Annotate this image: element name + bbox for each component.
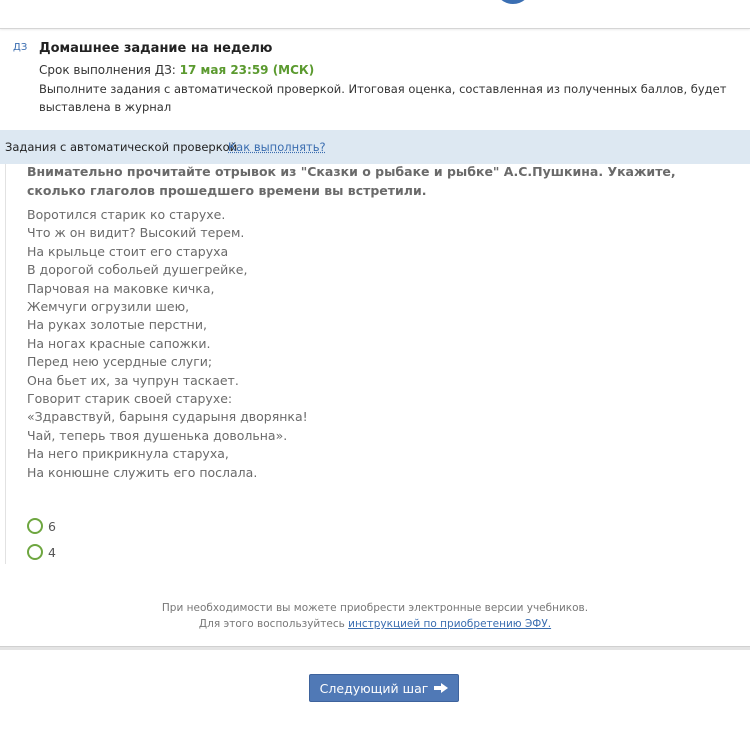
deadline-value: 17 мая 23:59 (МСК) xyxy=(179,63,315,77)
poem-line: Она бьет их, за чупрун таскает. xyxy=(27,372,239,388)
poem-line: На крыльце стоит его старуха xyxy=(27,243,229,259)
homework-description: Выполните задания с автоматической проверкой. Итоговая оценка, составленная из полученных баллов, будет выставлена в журнал xyxy=(39,82,727,114)
poem-line: На него прикрикнула старуха, xyxy=(27,446,229,462)
divider xyxy=(0,646,750,650)
poem-line: Воротился старик ко старухе. xyxy=(27,207,226,222)
homework-badge: ДЗ xyxy=(13,42,28,53)
footer-note xyxy=(0,600,750,632)
deadline-label: Срок выполнения ДЗ: xyxy=(39,63,176,77)
poem-line: На ногах красные сапожки. xyxy=(27,335,211,351)
footer-line-2 xyxy=(0,616,750,632)
top-strip xyxy=(0,0,750,29)
poem-excerpt xyxy=(27,206,687,482)
homework-title: Домашнее задание на неделю xyxy=(39,41,273,56)
poem-line: Парчовая на маковке кичка, xyxy=(27,280,215,296)
question-text: Внимательно прочитайте отрывок из "Сказки о рыбаке и рыбке" А.С.Пушкина. Укажите, сколько глаголов прошедшего времени вы встретили. xyxy=(27,164,676,198)
next-step-button[interactable] xyxy=(309,674,459,702)
tasks-bar xyxy=(0,130,750,164)
efu-instruction-link[interactable]: инструкцией по приобретению ЭФУ. xyxy=(348,618,552,630)
poem-line: Говорит старик своей старухе: xyxy=(27,391,233,407)
arrow-right-icon xyxy=(434,683,448,693)
poem-line: На конюшне служить его послала. xyxy=(27,464,258,480)
answer-options xyxy=(27,513,56,565)
answer-option-label: 6 xyxy=(48,518,56,534)
answer-option-label: 4 xyxy=(48,544,56,560)
poem-line: Перед нею усердные слуги; xyxy=(27,354,213,370)
next-step-label: Следующий шаг xyxy=(319,680,429,696)
radio-button-icon[interactable] xyxy=(27,518,43,534)
how-to-complete-link[interactable]: Как выполнять? xyxy=(228,140,326,154)
poem-line: На руках золотые перстни, xyxy=(27,317,207,333)
footer-line-1: При необходимости вы можете приобрести электронные версии учебников. xyxy=(161,602,589,614)
poem-line: Жемчуги огрузили шею, xyxy=(27,299,190,315)
poem-line: В дорогой собольей душегрейке, xyxy=(27,262,248,278)
poem-line: Чай, теперь твоя душенька довольна». xyxy=(27,427,288,443)
answer-option-4[interactable] xyxy=(27,539,56,565)
poem-line: «Здравствуй, барыня сударыня дворянка! xyxy=(27,409,308,425)
answer-option-6[interactable] xyxy=(27,513,56,539)
radio-button-icon[interactable] xyxy=(27,544,43,560)
task-panel xyxy=(5,164,746,564)
footer-line-2-prefix: Для этого воспользуйтесь xyxy=(198,618,345,630)
tasks-label: Задания с автоматической проверкой xyxy=(5,140,238,154)
poem-line: Что ж он видит? Высокий терем. xyxy=(27,225,245,241)
progress-arc-icon xyxy=(496,0,530,4)
homework-deadline xyxy=(39,63,314,77)
